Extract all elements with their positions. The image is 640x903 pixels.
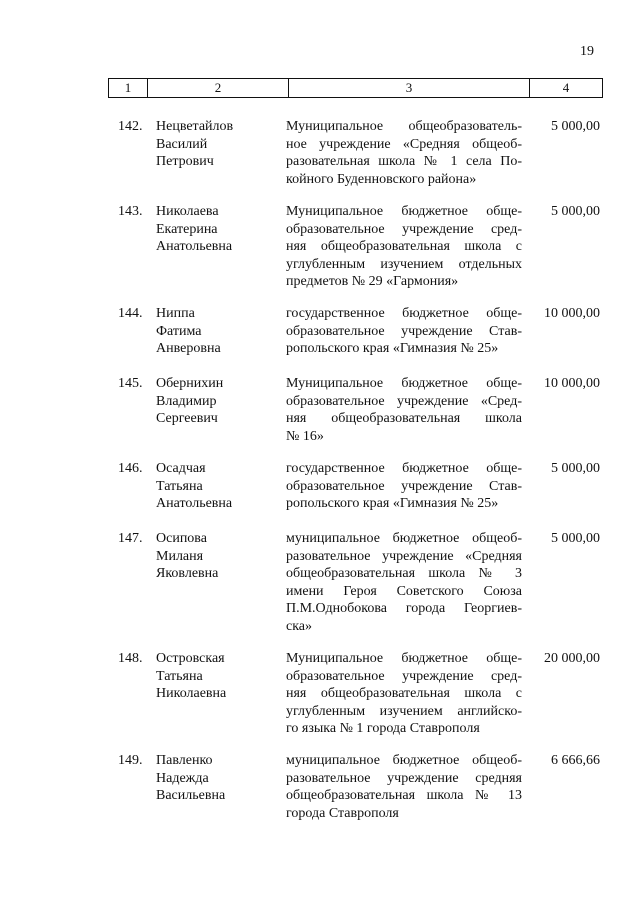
- recipient-name-line: Сергеевич: [156, 411, 218, 426]
- recipient-name-line: Фатима: [156, 323, 202, 339]
- recipient-name-line: Анатольевна: [156, 239, 233, 254]
- organization-line: го языка № 1 города Ставрополя: [286, 721, 480, 736]
- recipient-name-line: Николаевна: [156, 686, 227, 701]
- amount: 5 000,00: [551, 461, 600, 476]
- organization-line: образовательное учреждение Став-: [286, 478, 522, 494]
- organization-line: Муниципальное бюджетное обще-: [286, 376, 522, 391]
- organization-line: ное учреждение «Средняя общеоб-: [286, 136, 522, 152]
- entry-number: 143.: [118, 204, 143, 219]
- recipient-name-line: Анатольевна: [156, 496, 233, 511]
- organization-line: образовательное учреждение «Сред-: [286, 393, 522, 409]
- organization-line: няя общеобразовательная школа с: [286, 686, 522, 701]
- organization: [286, 752, 522, 822]
- amount: 6 666,66: [551, 753, 600, 768]
- amount: 10 000,00: [544, 376, 600, 391]
- organization-line: углубленным изучением отдельных: [286, 256, 522, 272]
- recipient-name: [156, 118, 276, 171]
- amount: 5 000,00: [551, 204, 600, 219]
- organization: [286, 118, 522, 188]
- recipient-name: [156, 460, 276, 513]
- amount: 20 000,00: [544, 651, 600, 666]
- recipient-name: [156, 752, 276, 805]
- organization-line: Муниципальное общеобразователь-: [286, 119, 522, 134]
- recipient-name-line: Осадчая: [156, 461, 206, 476]
- organization-line: муниципальное бюджетное общеоб-: [286, 753, 522, 768]
- organization-line: предметов № 29 «Гармония»: [286, 274, 459, 289]
- organization-line: ска»: [286, 618, 313, 634]
- recipient-name-line: Миланя: [156, 548, 204, 564]
- organization: [286, 460, 522, 513]
- organization-line: разовательное учреждение «Средняя: [286, 548, 522, 564]
- organization-line: няя общеобразовательная школа с: [286, 239, 522, 254]
- recipient-name-line: Анверовна: [156, 341, 221, 356]
- recipient-name-line: Владимир: [156, 393, 217, 409]
- recipient-name: [156, 530, 276, 583]
- organization-line: государственное бюджетное обще-: [286, 461, 522, 476]
- entry-number: 147.: [118, 531, 143, 546]
- organization-line: няя общеобразовательная школа: [286, 411, 522, 426]
- header-col-3: 3: [289, 79, 530, 98]
- organization-line: койного Буденновского района»: [286, 171, 477, 187]
- header-col-1: 1: [109, 79, 148, 98]
- recipient-name-line: Василий: [156, 136, 208, 152]
- organization-line: Муниципальное бюджетное обще-: [286, 204, 522, 219]
- page-number: 19: [580, 44, 594, 59]
- recipient-name-line: Нецветайлов: [156, 119, 234, 134]
- organization-line: образовательное учреждение сред-: [286, 221, 522, 237]
- recipient-name-line: Островская: [156, 651, 225, 666]
- organization: [286, 650, 522, 738]
- organization-line: общеобразовательная школа № 3: [286, 566, 522, 581]
- recipient-name-line: Екатерина: [156, 221, 218, 237]
- organization-line: муниципальное бюджетное общеоб-: [286, 531, 522, 546]
- header-col-4: 4: [530, 79, 603, 98]
- organization-line: города Ставрополя: [286, 805, 399, 821]
- organization-line: государственное бюджетное обще-: [286, 306, 522, 321]
- organization-line: П.М.Однобокова города Георгиев-: [286, 601, 522, 616]
- header-row: [109, 79, 603, 98]
- entry-number: 149.: [118, 753, 143, 768]
- recipient-name-line: Петрович: [156, 154, 214, 169]
- recipient-name-line: Павленко: [156, 753, 213, 768]
- amount: 5 000,00: [551, 531, 600, 546]
- recipient-name-line: Татьяна: [156, 478, 203, 494]
- recipient-name: [156, 375, 276, 428]
- entry-number: 146.: [118, 461, 143, 476]
- recipient-name: [156, 203, 276, 256]
- organization-line: разовательная школа № 1 села По-: [286, 154, 522, 169]
- organization: [286, 530, 522, 635]
- recipient-name-line: Николаева: [156, 204, 219, 219]
- header-table: [108, 78, 603, 98]
- entry-number: 144.: [118, 306, 143, 321]
- amount: 10 000,00: [544, 306, 600, 321]
- entry-number: 145.: [118, 376, 143, 391]
- recipient-name-line: Ниппа: [156, 306, 195, 321]
- organization-line: ропольского края «Гимназия № 25»: [286, 341, 499, 356]
- recipient-name-line: Татьяна: [156, 668, 203, 684]
- organization-line: углубленным изучением английско-: [286, 703, 522, 719]
- recipient-name: [156, 650, 276, 703]
- recipient-name-line: Обернихин: [156, 376, 224, 391]
- organization-line: ропольского края «Гимназия № 25»: [286, 496, 499, 511]
- organization-line: имени Героя Советского Союза: [286, 583, 522, 599]
- recipient-name-line: Яковлевна: [156, 566, 219, 581]
- recipient-name-line: Осипова: [156, 531, 207, 546]
- organization-line: образовательное учреждение сред-: [286, 668, 522, 684]
- organization: [286, 375, 522, 445]
- organization-line: Муниципальное бюджетное обще-: [286, 651, 522, 666]
- header-col-2: 2: [148, 79, 289, 98]
- organization-line: образовательное учреждение Став-: [286, 323, 522, 339]
- organization: [286, 305, 522, 358]
- organization: [286, 203, 522, 291]
- amount: 5 000,00: [551, 119, 600, 134]
- entry-number: 142.: [118, 119, 143, 134]
- recipient-name: [156, 305, 276, 358]
- organization-line: разовательное учреждение средняя: [286, 770, 522, 786]
- organization-line: общеобразовательная школа № 13: [286, 788, 522, 803]
- organization-line: № 16»: [286, 428, 324, 444]
- recipient-name-line: Васильевна: [156, 788, 226, 803]
- entry-number: 148.: [118, 651, 143, 666]
- recipient-name-line: Надежда: [156, 770, 209, 786]
